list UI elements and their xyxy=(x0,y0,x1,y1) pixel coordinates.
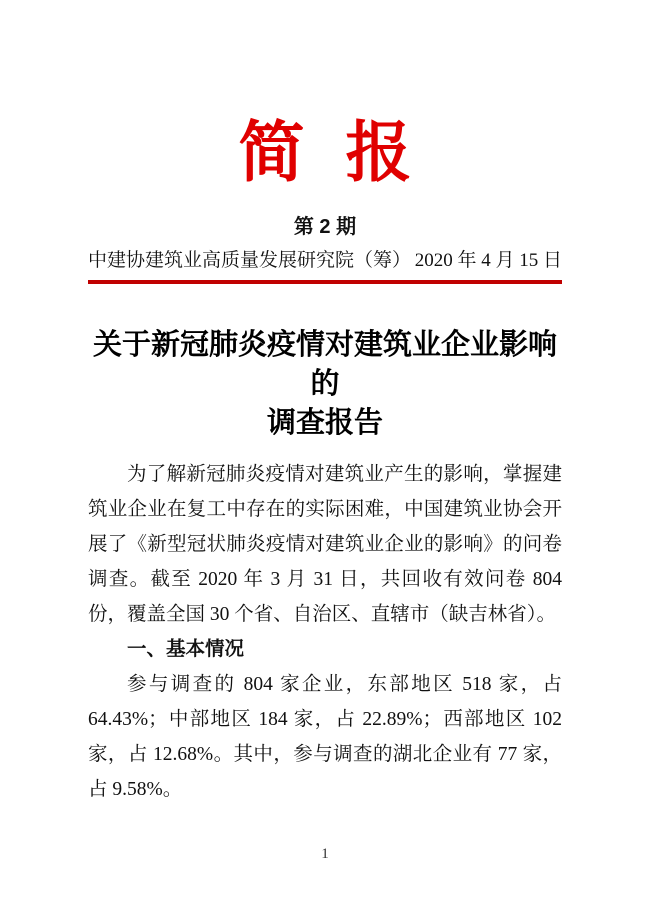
document-body xyxy=(88,457,562,807)
report-title-line-2: 调查报告 xyxy=(266,407,383,439)
paragraph-basic-info-stats: 参与调查的 804 家企业，东部地区 518 家，占 64.43%；中部地区 184 家，占 22.89%；西部地区 102 家，占 12.68%。其中，参与调查的湖北企业有 77 家，占 9.58%。 xyxy=(88,674,562,800)
section-heading-basic-info: 一、基本情况 xyxy=(127,638,245,660)
issue-date: 2020 年 4 月 15 日 xyxy=(414,250,562,271)
report-title-line-1: 关于新冠肺炎疫情对建筑业企业影响的 xyxy=(92,329,557,400)
bulletin-masthead-title: 简报 xyxy=(238,117,453,190)
page-number: 1 xyxy=(321,846,329,862)
issuing-organization: 中建协建筑业高质量发展研究院（筹） xyxy=(88,250,412,271)
red-divider-line xyxy=(88,280,562,284)
issuer-date-row xyxy=(88,250,562,272)
issue-number: 第 2 期 xyxy=(293,216,357,238)
paragraph-survey-intro: 为了解新冠肺炎疫情对建筑业产生的影响，掌握建筑业企业在复工中存在的实际困难，中国建筑业协会开展了《新型冠状肺炎疫情对建筑业企业的影响》的问卷调查。截至 2020 年 3 月 31 日，共回收有效问卷 804 份，覆盖全国 30 个省、自治区、直辖市（缺吉林省）。 xyxy=(88,464,562,625)
report-title xyxy=(88,326,562,443)
